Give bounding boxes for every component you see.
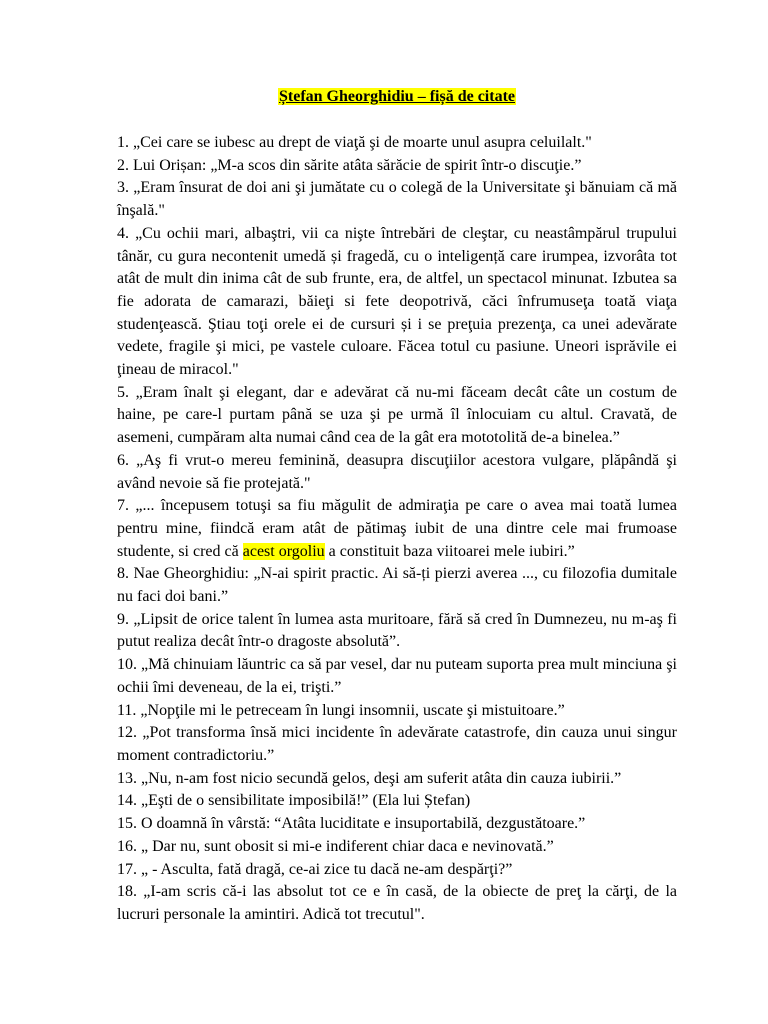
quote-7-text-before: 7. „... începusem totuşi sa fiu măgulit de admiraţia pe care o avea mai toată lumea pentru mine, fiindcă eram atât de pătimaş iubit de una dintre cele mai frumoase studente, si cred că (117, 497, 677, 560)
quote-11: 11. „Nopţile mi le petreceam în lungi insomnii, uscate şi mistuitoare.” (117, 701, 565, 719)
quote-5: 5. „Eram înalt şi elegant, dar e adevărat că nu-mi făceam decât câte un costum de haine, pe care-l purtam până se uza şi pe urmă îl înlocuiam cu altul. Cravată, de asemeni, cumpăram alta numai când cea de la gât era mototolită de-a binelea.” (117, 383, 677, 447)
quote-15: 15. O doamnă în vârstă: “Atâta luciditate e insuportabilă, dezgustătoare.” (117, 815, 586, 833)
quote-12: 12. „Pot transforma însă mici incidente în adevărate catastrofe, din cauza unui singur moment contradictoriu.” (117, 724, 677, 764)
quote-17: 17. „ - Asculta, fată dragă, ce-ai zice tu dacă ne-am despărţi?” (117, 860, 513, 878)
document-title: Ștefan Gheorghidiu – fișă de citate (279, 88, 515, 105)
quote-6: 6. „Aş fi vrut-o mereu feminină, deasupra discuţiilor acestora vulgare, plăpândă şi având nevoie să fie protejată." (117, 451, 677, 492)
quote-16: 16. „ Dar nu, sunt obosit si mi-e indiferent chiar daca e nevinovată.” (117, 837, 554, 855)
quote-10: 10. „Mă chinuiam lăuntric ca să par vesel, dar nu puteam suporta prea mult minciuna şi ochii îmi deveneau, de la ei, trişti.” (117, 656, 677, 696)
quote-13: 13. „Nu, n-am fost nicio secundă gelos, deşi am suferit atâta din cauza iubirii.” (117, 769, 622, 787)
quote-7 (117, 495, 677, 563)
quote-3: 3. „Eram însurat de doi ani şi jumătate cu o colegă de la Universitate şi bănuiam că mă înşală." (117, 179, 677, 220)
quote-2: 2. Lui Orișan: „M-a scos din sărite atâta sărăcie de spirit într-o discuţie.” (117, 156, 582, 174)
document-page (117, 86, 677, 927)
quote-9: 9. „Lipsit de orice talent în lumea asta muritoare, fără să cred în Dumnezeu, nu m-aş fi putut realiza decât într-o dragoste absolută”. (117, 610, 677, 651)
quote-8: 8. Nae Gheorghidiu: „N-ai spirit practic. Ai să-ți pierzi averea ..., cu filozofia dumitale nu faci doi bani.” (117, 565, 677, 606)
quote-4: 4. „Cu ochii mari, albaştri, vii ca nişte întrebări de cleştar, cu neastâmpărul trupului tânăr, cu gura necontenit umedă și fragedă, cu o inteligență care irumpea, izvorâta tot atât de mult din inima cât de sub frunte, era, de altfel, un spectacol minunat. Izbutea sa fie adorata de camarazi, băieţi si fete deopotrivă, căci înfrumuseţa toată viaţa studenţească. Ştiau toţi orele ei de cursuri și i se preţuia prezenţa, ca unei adevărate vedete, fragile şi mici, pe vastele culoare. Făcea totul cu pasiune. Uneori isprăvile ei ţineau de miracol." (117, 224, 677, 379)
quote-14: 14. „Eşti de o sensibilitate imposibilă!” (Ela lui Ștefan) (117, 792, 471, 810)
highlighted-phrase: acest orgoliu (242, 542, 325, 560)
title-block (117, 86, 677, 108)
quote-1: 1. „Cei care se iubesc au drept de viaţă şi de moarte unul asupra celuilalt." (117, 134, 592, 151)
quote-7-text-after: a constituit baza viitoarei mele iubiri.” (324, 542, 575, 560)
quote-18: 18. „I-am scris că-i las absolut tot ce e în casă, de la obiecte de preţ la cărţi, de la lucruri personale la amintiri. Adică tot trecutul". (117, 883, 677, 923)
